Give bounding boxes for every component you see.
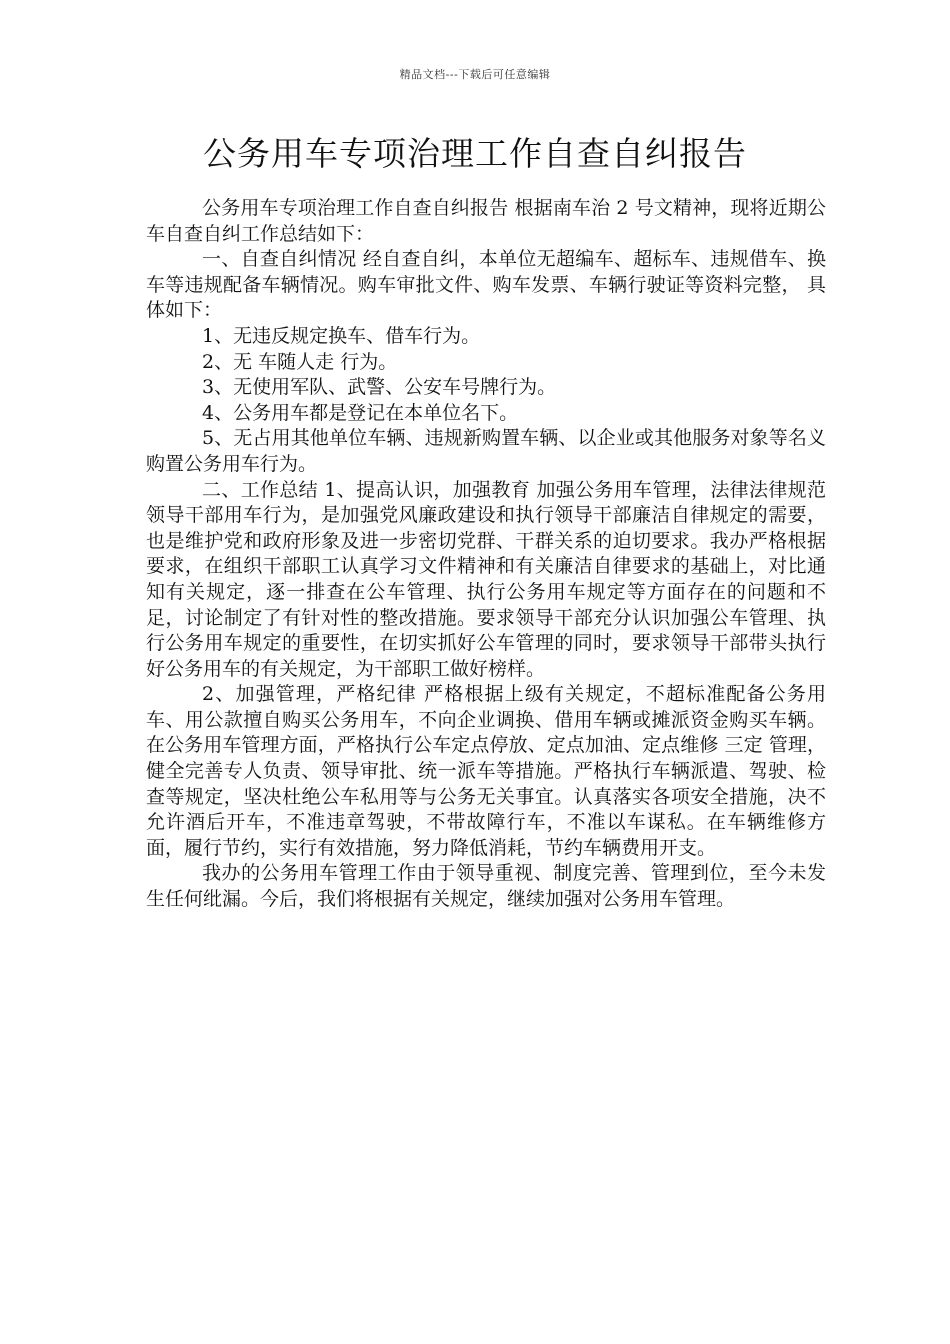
header-note: 精品文档---下载后可任意编辑 — [399, 68, 551, 81]
paragraph-management: 2、加强管理，严格纪律 严格根据上级有关规定，不超标准配备公务用车、用公款擅自购买公务用车，不向企业调换、借用车辆或摊派资金购买车辆。在公务用车管理方面，严格执行公车定点停放、定点加油、定点维修 三定 管理，健全完善专人负责、领导审批、统一派车等措施。严格执行车辆派遣、驾驶、检查等规定，坚决杜绝公车私用等与公务无关事宜。认真落实各项安全措施，决不允许酒后开车，不准违章驾驶，不带故障行车，不准以车谋私。在车辆维修方面，履行节约，实行有效措施，努力降低消耗，节约车辆费用开支。 — [146, 683, 826, 859]
list-item: 4、公务用车都是登记在本单位名下。 — [202, 401, 519, 424]
paragraph-work-summary: 二、工作总结 1、提高认识，加强教育 加强公务用车管理，法律法律规范领导干部用车行为，是加强党风廉政建设和执行领导干部廉洁自律规定的需要，也是维护党和政府形象及进一步密切党群、干群关系的迫切要求。我办严格根据要求，在组织干部职工认真学习文件精神和有关廉洁自律要求的基础上，对比通知有关规定，逐一排查在公车管理、执行公务用车规定等方面存在的问题和不足，讨论制定了有针对性的整改措施。要求领导干部充分认识加强公车管理、执行公务用车规定的重要性，在切实抓好公车管理的同时，要求领导干部带头执行好公务用车的有关规定，为干部职工做好榜样。 — [146, 478, 826, 680]
paragraph-intro: 公务用车专项治理工作自查自纠报告 根据南车治 2 号文精神，现将近期公车自查自纠工作总结如下： — [146, 197, 826, 245]
list-item: 3、无使用军队、武警、公安车号牌行为。 — [202, 376, 557, 399]
list-item: 2、无 车随人走 行为。 — [202, 350, 398, 373]
document-body — [146, 196, 826, 913]
paragraph-self-check: 一、自查自纠情况 经自查自纠，本单位无超编车、超标车、违规借车、换车等违规配备车辆情况。购车审批文件、购车发票、车辆行驶证等资料完整， 具体如下： — [146, 248, 826, 322]
document-title: 公务用车专项治理工作自查自纠报告 — [203, 134, 747, 173]
list-item: 5、无占用其他单位车辆、违规新购置车辆、以企业或其他服务对象等名义购置公务用车行为。 — [146, 427, 826, 475]
paragraph-conclusion: 我办的公务用车管理工作由于领导重视、制度完善、管理到位，至今未发生任何纰漏。今后，我们将根据有关规定，继续加强对公务用车管理。 — [146, 862, 826, 911]
list-item: 1、无违反规定换车、借车行为。 — [202, 324, 481, 347]
